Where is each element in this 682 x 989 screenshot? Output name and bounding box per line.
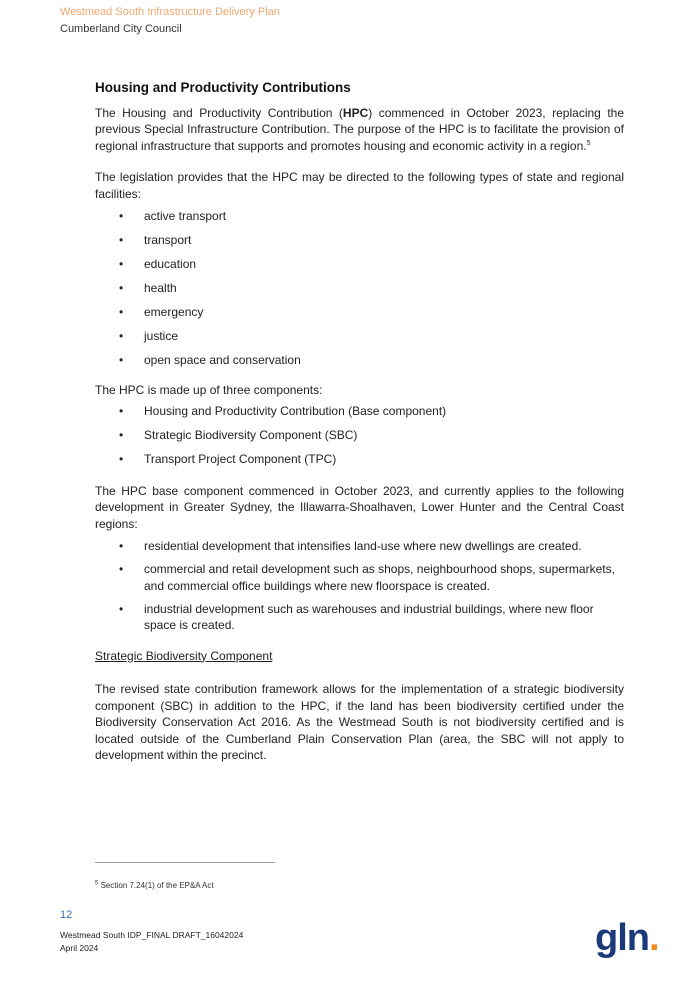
bullet-icon: •: [119, 451, 124, 466]
list-item: [95, 280, 624, 304]
list-item: [95, 561, 624, 594]
bullet-icon: •: [119, 329, 124, 343]
footnote-number: 5: [95, 880, 99, 887]
list-item-text: residential development that intensifies land-use where new dwellings are created.: [144, 539, 582, 553]
footnote-text: Section 7.24(1) of the EP&A Act: [100, 881, 214, 890]
logo-text: gln: [595, 917, 649, 959]
gln-logo: [595, 916, 659, 960]
bullet-icon: •: [119, 427, 124, 442]
base-component-paragraph: The HPC base component commenced in October 2023, and currently applies to the following development in Greater Sydney, the Illawarra-Shoalhaven, Lower Hunter and the Central Coast regions:: [95, 483, 624, 531]
list-item: [95, 601, 624, 634]
intro-text-after: ) commenced in October 2023, replacing the previous Special Infrastructure Contribution. The purpose of the HPC is to facilitate the provision of regional infrastructure that supports and promotes housing and economic activity in a region.: [95, 105, 625, 153]
header-title: Westmead South Infrastructure Delivery Plan: [60, 6, 280, 18]
list-item: [95, 328, 624, 352]
intro-text-before: The Housing and Productivity Contribution (: [95, 105, 343, 120]
bullet-icon: •: [119, 209, 124, 223]
intro-paragraph: [95, 105, 624, 155]
bullet-icon: •: [119, 539, 124, 553]
list-item: [95, 352, 624, 376]
main-content: [95, 80, 624, 764]
footnote: [95, 881, 214, 890]
bullet-icon: •: [119, 257, 124, 271]
list-item-text: emergency: [144, 305, 204, 319]
bullet-icon: •: [119, 305, 124, 319]
list-item-text: Transport Project Component (TPC): [144, 451, 337, 466]
bullet-icon: •: [119, 601, 124, 616]
list-item: [95, 256, 624, 280]
bullet-icon: •: [119, 233, 124, 247]
logo-dot: .: [648, 917, 659, 959]
list-item: [95, 538, 624, 555]
list-item: [95, 403, 624, 427]
list-item-text: transport: [144, 233, 192, 247]
list-item: [95, 232, 624, 256]
facilities-list: [95, 208, 624, 376]
list-item-text: health: [144, 281, 177, 295]
footnote-ref[interactable]: 5: [586, 139, 591, 147]
development-types-list: [95, 538, 624, 634]
components-list: [95, 403, 624, 475]
section-heading: Housing and Productivity Contributions: [95, 80, 351, 95]
list-item-text: education: [144, 257, 197, 271]
sbc-paragraph: The revised state contribution framework allows for the implementation of a strategic biodiversity component (SBC) in addition to the HPC, if the land has been biodiversity certified under the Biodiversity Conservation Act 2016. As the Westmead South is not biodiversity certified and is located outside of the Cumberland Plain Conservation Plan (area, the SBC will not apply to development within the precinct.: [95, 682, 624, 762]
legislation-paragraph: The legislation provides that the HPC may be directed to the following types of state and regional facilities:: [95, 170, 624, 201]
bullet-icon: •: [119, 562, 124, 576]
list-item-text: justice: [144, 329, 179, 343]
list-item-text: Housing and Productivity Contribution (Base component): [144, 403, 447, 418]
bullet-icon: •: [119, 403, 124, 418]
list-item-text: active transport: [144, 209, 227, 223]
sbc-subheading: Strategic Biodiversity Component: [95, 648, 273, 663]
components-paragraph: The HPC is made up of three components:: [95, 383, 323, 397]
document-id: Westmead South IDP_FINAL DRAFT_16042024: [60, 930, 244, 940]
document-date: April 2024: [60, 943, 99, 953]
list-item: [95, 427, 624, 451]
page-number: 12: [60, 909, 73, 921]
list-item-text: commercial and retail development such as shops, neighbourhood shops, supermarkets, and commercial office buildings where new floorspace is created.: [144, 562, 615, 593]
bullet-icon: •: [119, 281, 124, 295]
footnote-divider: [95, 862, 275, 863]
list-item: [95, 451, 624, 475]
list-item-text: industrial development such as warehouses and industrial buildings, where new floor space is created.: [144, 601, 594, 632]
list-item-text: open space and conservation: [144, 353, 301, 367]
list-item-text: Strategic Biodiversity Component (SBC): [144, 427, 358, 442]
list-item: [95, 208, 624, 232]
bullet-icon: •: [119, 353, 124, 367]
hpc-acronym: HPC: [342, 105, 369, 120]
header-subtitle: Cumberland City Council: [60, 23, 182, 35]
list-item: [95, 304, 624, 328]
